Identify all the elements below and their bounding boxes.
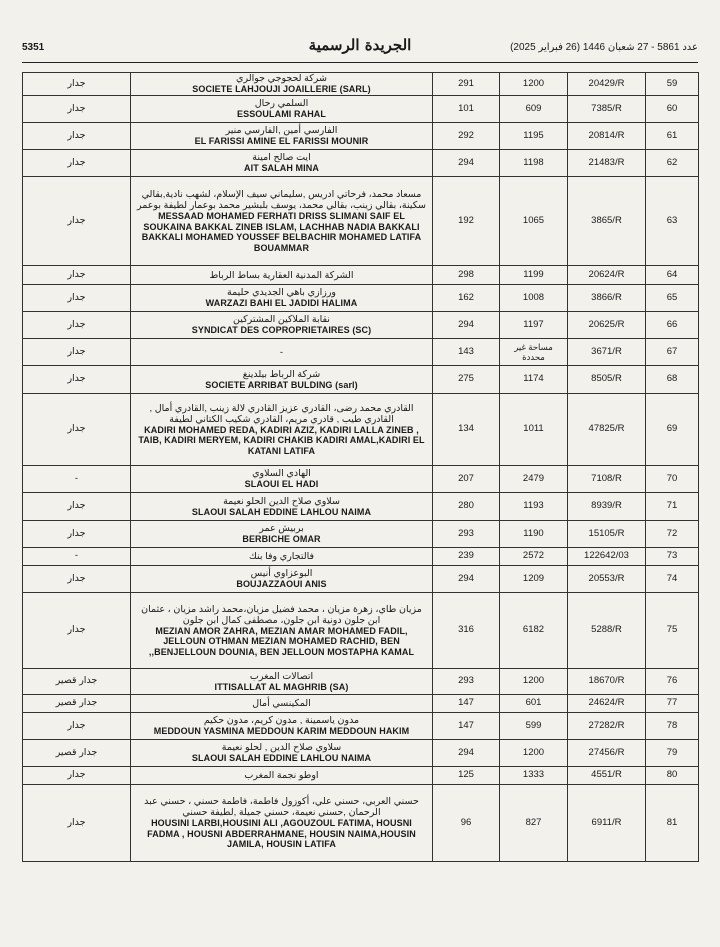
boundary-note: جدار — [23, 493, 131, 521]
owner-name-arabic: ايت صالح امينة — [252, 152, 311, 164]
row-number: 64 — [646, 266, 699, 285]
parcel-value: 1065 — [500, 177, 568, 266]
owner-name-arabic: مدون ياسمينة , مدون كريم، مدون حكيم — [203, 715, 360, 727]
table-row — [23, 150, 699, 177]
boundary-note: جدار — [23, 285, 131, 312]
parcel-value: 1197 — [500, 312, 568, 339]
area-value: 143 — [433, 339, 500, 366]
owner-name-cell — [131, 593, 433, 669]
table-row — [23, 177, 699, 266]
boundary-note: جدار — [23, 266, 131, 285]
area-value: 280 — [433, 493, 500, 521]
owner-name-cell — [131, 339, 433, 366]
table-row — [23, 493, 699, 521]
table-row — [23, 266, 699, 285]
table-row — [23, 394, 699, 466]
row-number: 75 — [646, 593, 699, 669]
owner-name-arabic: اتصالات المغرب — [249, 670, 314, 682]
owner-name-cell — [131, 548, 433, 566]
owner-name-cell — [131, 493, 433, 521]
owner-name-arabic: ورزازي باهي الجديدي حليمة — [227, 287, 336, 299]
table-row — [23, 785, 699, 862]
table-row — [23, 669, 699, 695]
owner-name-arabic: مزيان طاي، زهرة مزيان ، محمد فضيل مزيان،محمد راشد مزيان ، عثمان ابن جلون دونية ابن جلون، مصطفى كمال ابن جلون — [141, 603, 422, 626]
title-number: 3866/R — [568, 285, 646, 312]
parcel-value: 1008 — [500, 285, 568, 312]
boundary-note: جدار — [23, 150, 131, 177]
table-row — [23, 548, 699, 566]
owner-name-arabic: الهادي السلاوي — [252, 468, 311, 480]
title-number: 15105/R — [568, 521, 646, 548]
owner-name-latin: SYNDICAT DES COPROPRIETAIRES (SC) — [191, 325, 372, 336]
row-number: 60 — [646, 96, 699, 123]
parcel-value: 1195 — [500, 123, 568, 150]
table-row — [23, 767, 699, 785]
owner-name-arabic: السلمي رحال — [254, 98, 309, 110]
title-number: 20429/R — [568, 73, 646, 96]
title-number: 18670/R — [568, 669, 646, 695]
parcel-value: 1333 — [500, 767, 568, 785]
area-value: 101 — [433, 96, 500, 123]
area-value: 293 — [433, 521, 500, 548]
boundary-note: جدار — [23, 785, 131, 862]
boundary-note: جدار — [23, 767, 131, 785]
page-header — [22, 34, 698, 63]
table-row — [23, 740, 699, 767]
title-number: 20814/R — [568, 123, 646, 150]
owner-name-arabic: سلاوي صلاح الدين , لحلو نعيمة — [221, 742, 342, 754]
owner-name-arabic: شركة لحجوجي جوالري — [236, 73, 327, 85]
parcel-value: 1200 — [500, 669, 568, 695]
parcel-table — [22, 72, 699, 862]
parcel-value: 609 — [500, 96, 568, 123]
boundary-note: جدار — [23, 177, 131, 266]
title-number: 7385/R — [568, 96, 646, 123]
owner-name-arabic: نقابة الملاكين المشتركين — [233, 314, 330, 326]
owner-name-latin: ITTISALLAT AL MAGHRIB (SA) — [214, 681, 349, 692]
row-number: 80 — [646, 767, 699, 785]
title-number: 8939/R — [568, 493, 646, 521]
parcel-value: مساحة غير محددة — [500, 339, 568, 366]
row-number: 67 — [646, 339, 699, 366]
boundary-note: جدار — [23, 394, 131, 466]
boundary-note: جدار — [23, 713, 131, 740]
parcel-value: 1200 — [500, 740, 568, 767]
owner-name-latin: WARZAZI BAHI EL JADIDI HALIMA — [205, 298, 358, 309]
area-value: 294 — [433, 740, 500, 767]
row-number: 77 — [646, 695, 699, 713]
owner-name-cell — [131, 695, 433, 713]
area-value: 239 — [433, 548, 500, 566]
area-value: 207 — [433, 466, 500, 493]
table-row — [23, 466, 699, 493]
owner-name-cell — [131, 713, 433, 740]
title-number: 5288/R — [568, 593, 646, 669]
boundary-note: جدار — [23, 312, 131, 339]
parcel-value: 6182 — [500, 593, 568, 669]
table-row — [23, 593, 699, 669]
title-number: 27282/R — [568, 713, 646, 740]
owner-name-arabic: المكينسي أمال — [252, 698, 311, 709]
title-number: 24624/R — [568, 695, 646, 713]
table-row — [23, 312, 699, 339]
owner-name-cell — [131, 266, 433, 285]
parcel-value: 599 — [500, 713, 568, 740]
owner-name-cell — [131, 466, 433, 493]
row-number: 72 — [646, 521, 699, 548]
owner-name-cell — [131, 73, 433, 96]
parcel-value: 2479 — [500, 466, 568, 493]
table-row — [23, 695, 699, 713]
owner-name-arabic: البوعزاوي أنيس — [250, 568, 313, 580]
parcel-value: 1174 — [500, 366, 568, 394]
row-number: 81 — [646, 785, 699, 862]
owner-name-arabic: بربيش عمر — [259, 523, 304, 535]
row-number: 78 — [646, 713, 699, 740]
owner-name-latin: HOUSINI LARBI,HOUSINI ALI ,AGOUZOUL FATIMA, HOUSNI FADMA , HOUSNI ABDERRAHMANE, HOUSIN NAIMA,HOUSIN JAMILA, HOUSIN LATIFA — [147, 818, 416, 850]
owner-name-cell — [131, 394, 433, 466]
boundary-note: جدار — [23, 96, 131, 123]
row-number: 66 — [646, 312, 699, 339]
parcel-value: 1198 — [500, 150, 568, 177]
owner-name-arabic: الشركة المدنية العقارية بساط الرباط — [209, 269, 354, 281]
area-value: 291 — [433, 73, 500, 96]
boundary-note: جدار — [23, 123, 131, 150]
area-value: 125 — [433, 767, 500, 785]
area-value: 293 — [433, 669, 500, 695]
parcel-value: 1209 — [500, 566, 568, 593]
boundary-note: جدار — [23, 566, 131, 593]
boundary-note: جدار — [23, 521, 131, 548]
owner-name-latin: ESSOULAMI RAHAL — [237, 109, 326, 120]
owner-name-cell — [131, 312, 433, 339]
row-number: 71 — [646, 493, 699, 521]
area-value: 134 — [433, 394, 500, 466]
table-row — [23, 566, 699, 593]
area-value: 147 — [433, 713, 500, 740]
parcel-value: 2572 — [500, 548, 568, 566]
row-number: 65 — [646, 285, 699, 312]
table-row — [23, 521, 699, 548]
owner-name-cell — [131, 767, 433, 785]
parcel-value: 1190 — [500, 521, 568, 548]
owner-name-cell — [131, 785, 433, 862]
parcel-value: 1193 — [500, 493, 568, 521]
table-row — [23, 96, 699, 123]
owner-name-cell — [131, 366, 433, 394]
boundary-note: - — [23, 548, 131, 566]
parcel-value: 1011 — [500, 394, 568, 466]
title-number: 3865/R — [568, 177, 646, 266]
title-number: 27456/R — [568, 740, 646, 767]
boundary-note: جدار — [23, 366, 131, 394]
owner-name-cell — [131, 285, 433, 312]
table-row — [23, 366, 699, 394]
owner-name-arabic: الفارسي أمين ,الفارسي منير — [225, 125, 338, 137]
owner-name-cell — [131, 177, 433, 266]
owner-name-cell — [131, 566, 433, 593]
page-number: 5351 — [22, 42, 45, 53]
area-value: 192 — [433, 177, 500, 266]
owner-name-cell — [131, 123, 433, 150]
boundary-note: - — [23, 466, 131, 493]
owner-name-latin: SOCIETE ARRIBAT BULDING (sarl) — [205, 379, 358, 390]
owner-name-latin: EL FARISSI AMINE EL FARISSI MOUNIR — [194, 136, 369, 147]
area-value: 147 — [433, 695, 500, 713]
title-number: 4551/R — [568, 767, 646, 785]
title-number: 20624/R — [568, 266, 646, 285]
table-row — [23, 339, 699, 366]
table-row — [23, 713, 699, 740]
title-number: 20625/R — [568, 312, 646, 339]
title-number: 8505/R — [568, 366, 646, 394]
owner-name-arabic: القادري محمد رضى، القادري عزيز القادري لالة زينب ,القادري أمال , القادري طيب , قادري مريم، القادري شكيب الكتاني لطيفة — [149, 402, 414, 425]
owner-name-latin: BOUJAZZAOUI ANIS — [236, 579, 327, 590]
title-number: 47825/R — [568, 394, 646, 466]
boundary-note: جدار قصير — [23, 695, 131, 713]
title-number: 6911/R — [568, 785, 646, 862]
owner-name-latin: SLAOUI SALAH EDDINE LAHLOU NAIMA — [191, 753, 372, 764]
owner-name-latin: MEDDOUN YASMINA MEDDOUN KARIM MEDDOUN HAKIM — [153, 726, 410, 737]
row-number: 68 — [646, 366, 699, 394]
area-value: 316 — [433, 593, 500, 669]
owner-name-arabic: اوطو نجمة المغرب — [244, 770, 319, 781]
owner-name-latin: AIT SALAH MINA — [244, 163, 319, 174]
owner-name-arabic: سلاوي صلاح الدين الحلو نعيمة — [223, 495, 340, 507]
row-number: 76 — [646, 669, 699, 695]
area-value: 294 — [433, 312, 500, 339]
parcel-value: 827 — [500, 785, 568, 862]
owner-name-latin: KADIRI MOHAMED REDA, KADIRI AZIZ, KADIRI LALLA ZINEB , TAIB, KADIRI MERYEM, KADIRI CHAKIB KADIRI AMAL,KADIRI EL KATANI LATIFA — [138, 424, 425, 456]
row-number: 74 — [646, 566, 699, 593]
area-value: 294 — [433, 150, 500, 177]
boundary-note: جدار قصير — [23, 669, 131, 695]
row-number: 69 — [646, 394, 699, 466]
owner-name-latin: MESSAAD MOHAMED FERHATI DRISS SLIMANI SAIF EL SOUKAINA BAKKAL ZINEB ISLAM, LACHHAB NADIA BAKKALI BAKKALI MOHAMED YOUSSEF BELBACHIR MOHAMED LATIFA BOUAMMAR — [141, 211, 422, 253]
title-number: 21483/R — [568, 150, 646, 177]
row-number: 61 — [646, 123, 699, 150]
owner-name-cell — [131, 740, 433, 767]
row-number: 63 — [646, 177, 699, 266]
row-number: 62 — [646, 150, 699, 177]
owner-name-arabic: - — [279, 346, 284, 358]
title-number: 20553/R — [568, 566, 646, 593]
boundary-note: جدار — [23, 339, 131, 366]
issue-info: عدد 5861 - 27 شعبان 1446 (26 فبراير 2025) — [510, 42, 698, 53]
boundary-note: جدار — [23, 593, 131, 669]
area-value: 162 — [433, 285, 500, 312]
table-row — [23, 285, 699, 312]
row-number: 70 — [646, 466, 699, 493]
owner-name-arabic: مسعاد محمد، فرحاتي ادريس ,سليماني سيف الإسلام، لشهب نادية,بقالي سكينة، بقالي زينب، بقالي محمد، يوسف بلبشير محمد بوعمار لطيفة بوعمر — [137, 189, 426, 211]
owner-name-latin: BERBICHE OMAR — [242, 534, 321, 545]
owner-name-cell — [131, 669, 433, 695]
parcel-value: 601 — [500, 695, 568, 713]
owner-name-arabic: فالتجاري وفا بنك — [248, 551, 315, 562]
owner-name-latin: MEZIAN AMOR ZAHRA, MEZIAN AMAR MOHAMED FADIL, JELLOUN OTHMAN MEZIAN MOHAMED RACHID, BEN ,,BENJELLOUN DOUNIA, BEN JELLOUN MOSTAPHA KAMAL — [148, 625, 415, 657]
owner-name-arabic: شركة الرباط بيلدينغ — [242, 368, 321, 380]
owner-name-cell — [131, 96, 433, 123]
row-number: 59 — [646, 73, 699, 96]
row-number: 73 — [646, 548, 699, 566]
area-value: 292 — [433, 123, 500, 150]
gazette-title: الجريدة الرسمية — [308, 36, 412, 54]
area-value: 275 — [433, 366, 500, 394]
owner-name-latin: SOCIETE LAHJOUJI JOAILLERIE (SARL) — [192, 84, 371, 95]
boundary-note: جدار قصير — [23, 740, 131, 767]
table-row — [23, 73, 699, 96]
boundary-note: جدار — [23, 73, 131, 96]
table-row — [23, 123, 699, 150]
area-value: 294 — [433, 566, 500, 593]
title-number: 122642/03 — [568, 548, 646, 566]
owner-name-arabic: حسني العربي، حسني علي، أكوزول فاطمة، فاطمة حسني ، حسني عبد الرحمان ,حسني نعيمة، حسني جميلة ,لطيفة حسني — [144, 796, 419, 819]
area-value: 298 — [433, 266, 500, 285]
owner-name-cell — [131, 150, 433, 177]
parcel-value: 1200 — [500, 73, 568, 96]
title-number: 3671/R — [568, 339, 646, 366]
owner-name-latin: SLAOUI SALAH EDDINE LAHLOU NAIMA — [191, 506, 372, 517]
owner-name-cell — [131, 521, 433, 548]
area-value: 96 — [433, 785, 500, 862]
title-number: 7108/R — [568, 466, 646, 493]
owner-name-latin: SLAOUI EL HADI — [244, 479, 319, 490]
row-number: 79 — [646, 740, 699, 767]
parcel-value: 1199 — [500, 266, 568, 285]
